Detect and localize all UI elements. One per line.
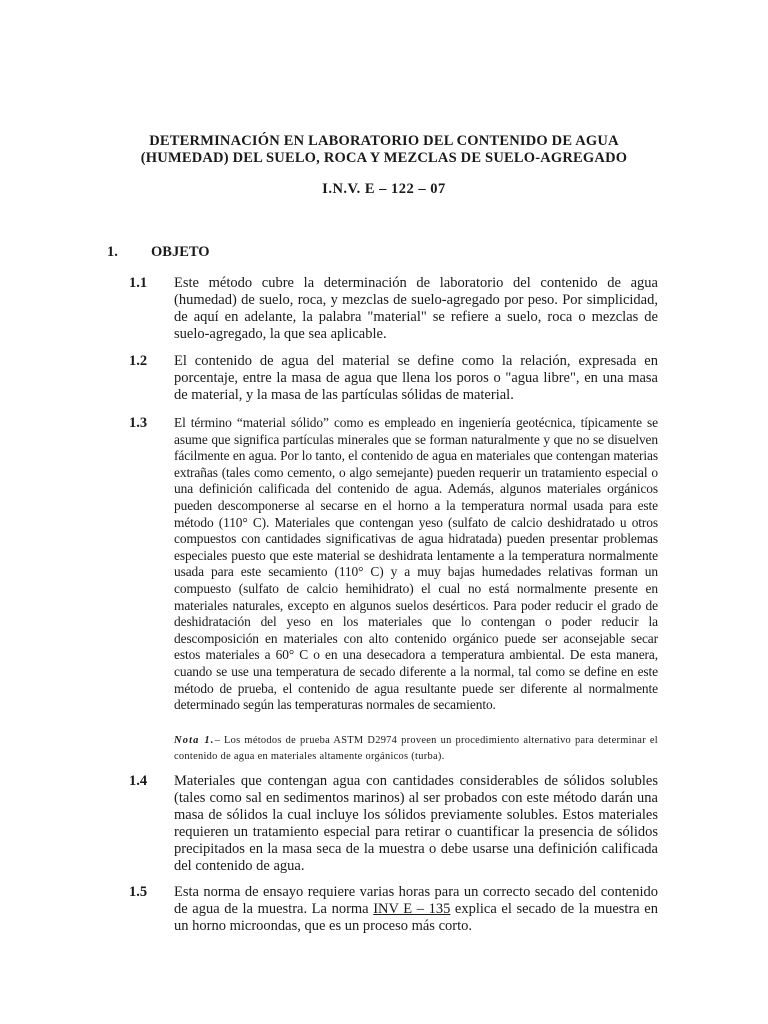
item-number: 1.1 — [129, 275, 148, 291]
item-number: 1.5 — [129, 884, 148, 900]
item-text: El término “material sólido” como es empleado en ingeniería geotécnica, típicamente se asume que significa partículas minerales que se forman naturalmente y que no se disuelven fácilmente en agua. Por lo tanto, el contenido de agua en materiales que contengan materias extrañas (tales como cemento, o algo semejante) pueden requerir un tratamiento especial o una definición calificada del contenido de agua. Además, algunos materiales orgánicos pueden descomponerse al secarse en el horno a la temperatura normal usada para este método (110° C). Materiales que contengan yeso (sulfato de calcio deshidratado u otros compuestos con cantidades significativas de agua hidratada) pueden presentar problemas especiales puesto que este material se deshidrata lentamente a la temperatura normalmente usada para este secamiento (110° C) y a muy bajas humedades relativas forman un compuesto (sulfato de calcio hemihidrato) el cual no está normalmente presente en materiales naturales, excepto en algunos suelos desérticos. Para poder reducir el grado de deshidratación del yeso en los materiales que lo contengan o poder reducir la descomposición en materiales con alto contenido orgánico puede ser aconsejable secar estos materiales a 60° C o en una desecadora a temperatura ambiental. De esta manera, cuando se use una temperatura de secado diferente a la normal, tal como se define en este método de prueba, el contenido de agua resultante puede ser diferente al normalmente determinado según las temperaturas normales de secamiento. — [174, 415, 658, 713]
item-text-part: Esta norma de ensayo requiere varias horas para un correcto secado del contenido de agua de la muestra. La norma — [174, 884, 658, 917]
section-title: OBJETO — [151, 244, 210, 260]
item-text: Este método cubre la determinación de laboratorio del contenido de agua (humedad) de suelo, roca, y mezclas de suelo-agregado por peso. Por simplicidad, de aquí en adelante, la palabra "material" se refiere a suelo, roca o mezclas de suelo-agregado, la que sea aplicable. — [174, 275, 658, 342]
item-number: 1.4 — [129, 773, 148, 789]
item-number: 1.3 — [129, 415, 148, 431]
note-text: – Los métodos de prueba ASTM D2974 proveen un procedimiento alternativo para determinar el contenido de agua en materiales altamente orgánicos (turba). — [174, 735, 658, 762]
item-text: Materiales que contengan agua con cantidades considerables de sólidos solubles (tales como sal en sedimentos marinos) al ser probados con este método darán una masa de sólidos la cual incluye los sólidos previamente solubles. Estos materiales requieren un tratamiento especial para retirar o cuantificar la presencia de sólidos precipitados en la masa seca de la muestra o debe usarse una definición calificada del contenido de agua. — [174, 773, 658, 874]
item-number: 1.2 — [129, 353, 148, 369]
item-text — [174, 884, 658, 935]
item-text: El contenido de agua del material se define como la relación, expresada en porcentaje, entre la masa de agua que llena los poros o "agua libre", en una masa de material, y la masa de las partículas sólidas de material. — [174, 353, 658, 403]
norm-reference-link[interactable]: INV E – 135 — [373, 901, 451, 917]
item-text-part: explica el secado de la muestra en un horno microondas, que es un proceso más corto. — [174, 901, 658, 934]
note-label: Nota 1. — [174, 735, 215, 746]
document-code: I.N.V. E – 122 – 07 — [322, 181, 446, 197]
document-title-line-2: (HUMEDAD) DEL SUELO, ROCA Y MEZCLAS DE SUELO-AGREGADO — [140, 150, 628, 166]
note-1 — [174, 733, 658, 765]
section-number: 1. — [107, 244, 118, 260]
document-title-line-1: DETERMINACIÓN EN LABORATORIO DEL CONTENIDO DE AGUA — [149, 133, 619, 149]
